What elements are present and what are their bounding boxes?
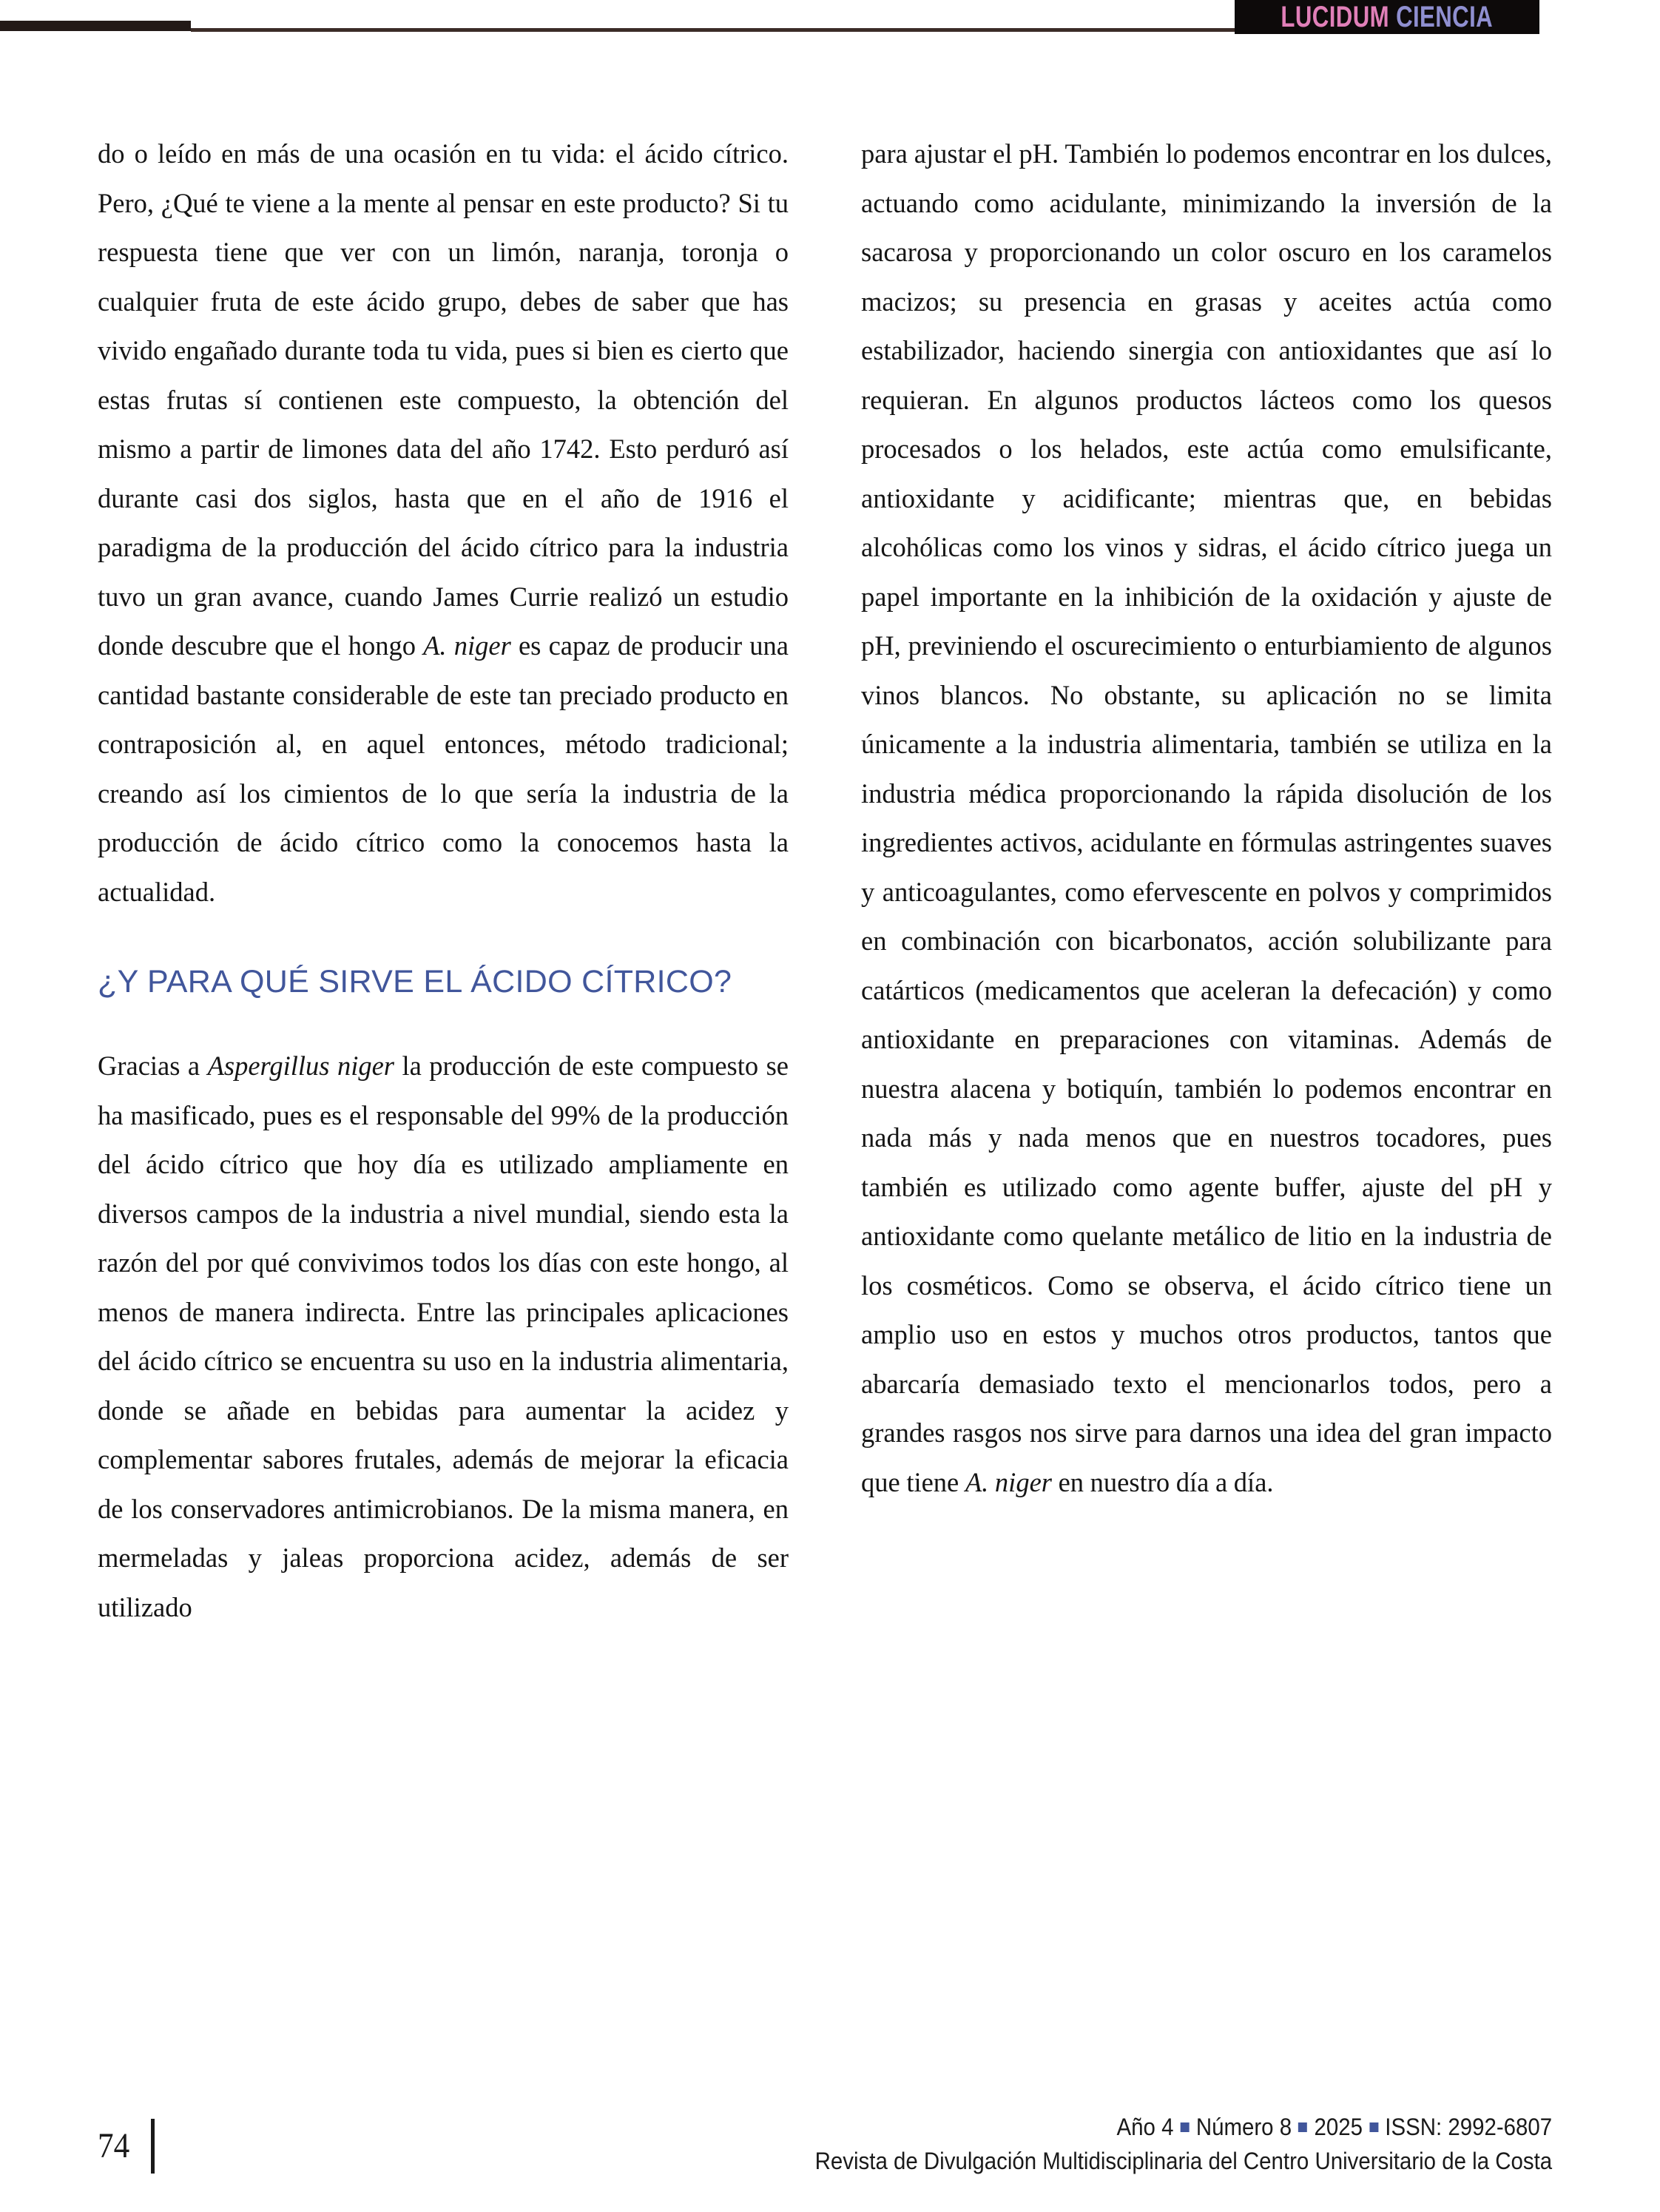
left-paragraph-2-text-b: la producción de este compuesto se ha masificado, pues es el responsable del 99% de la producción del ácido cítrico que hoy día es utilizado ampliamente en diversos campos de la industria a nivel mundial, siendo esta la razón del por qué convivimos todos los días con este hongo, al menos de manera indirecta. Entre las principales aplicaciones del ácido cítrico se encuentra su uso en la industria alimentaria, donde se añade en bebidas para aumentar la acidez y complementar sabores frutales, además de mejorar la eficacia de los conservadores antimicrobianos. De la misma manera, en mermeladas y jaleas proporciona acidez, además de ser utilizado <box>98 1051 789 1622</box>
left-paragraph-1-text-b: es capaz de producir una cantidad bastante considerable de este tan preciado producto en contraposición al, en aquel entonces, método tradicional; creando así los cimientos de lo que sería la industria de la producción de ácido cítrico como la conocemos hasta la actualidad. <box>98 630 789 907</box>
footer-year: Año 4 <box>1116 2114 1174 2140</box>
footer-imprint <box>751 2110 1552 2178</box>
right-column <box>861 129 1552 1632</box>
page-header <box>0 0 1660 46</box>
page-number-group <box>98 2119 155 2174</box>
right-paragraph-1-text-b: en nuestro día a día. <box>1051 1466 1274 1497</box>
section-heading: ¿Y PARA QUÉ SIRVE EL ÁCIDO CÍTRICO? <box>98 964 732 999</box>
brand-lucidum-label: LUCIDUM <box>1281 1 1390 33</box>
left-paragraph-1 <box>98 129 789 917</box>
brand-badge <box>1235 0 1539 34</box>
left-paragraph-2 <box>98 1042 789 1632</box>
page-footer <box>0 2086 1660 2212</box>
footer-issn: ISSN: 2992-6807 <box>1385 2114 1552 2140</box>
footer-journal-subtitle: Revista de Divulgación Multidisciplinaria del Centro Universitario de la Costa <box>814 2148 1552 2174</box>
separator-square-icon <box>1298 2122 1307 2132</box>
species-name-a-niger-right: A. niger <box>965 1466 1052 1497</box>
separator-square-icon <box>1181 2122 1190 2132</box>
left-paragraph-2-text-a: Gracias a <box>98 1051 208 1081</box>
article-body <box>98 129 1552 1632</box>
header-rule-thin <box>191 28 1271 32</box>
header-rule-thick <box>0 21 191 31</box>
page-number: 74 <box>98 2126 130 2165</box>
species-name-aspergillus-niger: Aspergillus niger <box>207 1051 395 1081</box>
left-paragraph-1-text-a: do o leído en más de una ocasión en tu vida: el ácido cítrico. Pero, ¿Qué te viene a la mente al pensar en este producto? Si tu respuesta tiene que ver con un limón, naranja, toronja o cualquier fruta de este ácido grupo, debes de saber que has vivido engañado durante toda tu vida, pues si bien es cierto que estas frutas sí contienen este compuesto, la obtención del mismo a partir de limones data del año 1742. Esto perduró así durante casi dos siglos, hasta que en el año de 1916 el paradigma de la producción del ácido cítrico para la industria tuvo un gran avance, cuando James Currie realizó un estudio donde descubre que el hongo <box>98 138 789 661</box>
right-paragraph-1 <box>861 129 1552 1507</box>
left-column <box>98 129 789 1632</box>
right-paragraph-1-text-a: para ajustar el pH. También lo podemos encontrar en los dulces, actuando como acidulante, minimizando la inversión de la sacarosa y proporcionando un color oscuro en los caramelos macizos; su presencia en grasas y aceites actúa como estabilizador, haciendo sinergia con antioxidantes que así lo requieran. En algunos productos lácteos como los quesos procesados o los helados, este actúa como emulsificante, antioxidante y acidificante; mientras que, en bebidas alcohólicas como los vinos y sidras, el ácido cítrico juega un papel importante en la inhibición de la oxidación y ajuste de pH, previniendo el oscurecimiento o enturbiamiento de algunos vinos blancos. No obstante, su aplicación no se limita únicamente a la industria alimentaria, también se utiliza en la industria médica proporcionando la rápida disolución de los ingredientes activos, acidulante en fórmulas astringentes suaves y anticoagulantes, como efervescente en polvos y comprimidos en combinación con bicarbonatos, acción solubilizante para catárticos (medicamentos que aceleran la defecación) y como antioxidante en preparaciones con vitaminas. Además de nuestra alacena y botiquín, también lo podemos encontrar en nada más y nada menos que en nuestros tocadores, pues también es utilizado como agente buffer, ajuste del pH y antioxidante como quelante metálico de litio en la industria de los cosméticos. Como se observa, el ácido cítrico tiene un amplio uso en estos y muchos otros productos, tantos que abarcaría demasiado texto el mencionarlos todos, pero a grandes rasgos nos sirve para darnos una idea del gran impacto que tiene <box>861 138 1552 1497</box>
brand-ciencia-label: CIENCIA <box>1396 1 1494 33</box>
species-name-a-niger: A. niger <box>423 630 511 661</box>
brand-text <box>1281 2 1494 32</box>
footer-publication-year: 2025 <box>1314 2114 1363 2140</box>
footer-issue-line <box>814 2110 1552 2144</box>
separator-square-icon <box>1369 2122 1378 2132</box>
page-number-divider <box>151 2119 155 2174</box>
brand-space <box>1389 1 1396 33</box>
footer-issue-number: Número 8 <box>1195 2114 1292 2140</box>
